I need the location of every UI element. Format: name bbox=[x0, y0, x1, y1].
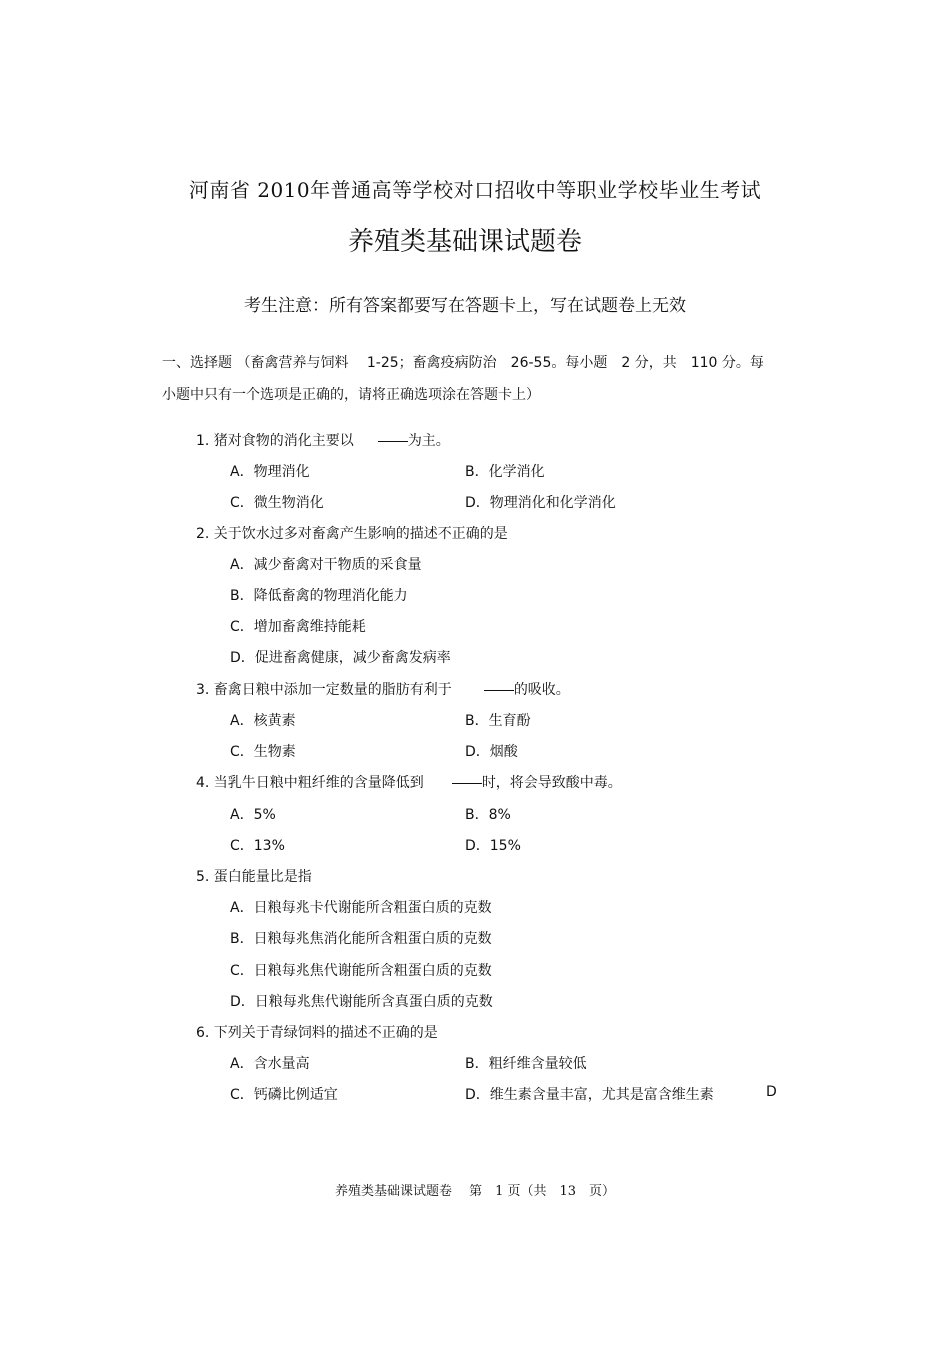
question-3-stem-text: 3. 畜禽日粮中添加一定数量的脂肪有利于 bbox=[196, 682, 452, 698]
question-4-option-c: C．13% bbox=[230, 838, 285, 854]
question-5-option-d: D．日粮每兆焦代谢能所含真蛋白质的克数 bbox=[230, 994, 493, 1010]
question-4-stem bbox=[196, 772, 622, 792]
question-6-stem: 6. 下列关于青绿饲料的描述不正确的是 bbox=[196, 1025, 438, 1041]
question-1-option-d: D．物理消化和化学消化 bbox=[465, 495, 616, 511]
question-3-option-a: A．核黄素 bbox=[230, 713, 296, 729]
question-2-stem: 2. 关于饮水过多对畜禽产生影响的描述不正确的是 bbox=[196, 526, 508, 542]
question-4-option-d: D．15% bbox=[465, 838, 521, 854]
question-4-option-a: A．5% bbox=[230, 807, 276, 823]
question-3-option-d: D．烟酸 bbox=[465, 744, 518, 760]
question-3-option-b: B．生育酚 bbox=[465, 713, 531, 729]
question-4-stem-text: 4. 当乳牛日粮中粗纤维的含量降低到 bbox=[196, 775, 424, 791]
question-1-stem-tail: 为主。 bbox=[407, 433, 450, 449]
question-1-stem-text: 1. 猪对食物的消化主要以 bbox=[196, 433, 354, 449]
question-4-option-b: B．8% bbox=[465, 807, 511, 823]
section-instructions-line2: 小题中只有一个选项是正确的，请将正确选项涂在答题卡上） bbox=[162, 387, 540, 403]
question-3-stem-tail: 的吸收。 bbox=[513, 682, 570, 698]
question-1-option-b: B．化学消化 bbox=[465, 464, 545, 480]
question-6-option-b: B．粗纤维含量较低 bbox=[465, 1056, 587, 1072]
exam-title-line1: 河南省 2010年普通高等学校对口招收中等职业学校毕业生考试 bbox=[188, 178, 762, 202]
question-1-stem bbox=[196, 430, 450, 450]
question-1-option-a: A．物理消化 bbox=[230, 464, 310, 480]
question-2-option-c: C．增加畜禽维持能耗 bbox=[230, 619, 366, 635]
answer-blank bbox=[378, 440, 408, 442]
section-instructions-line1: 一、选择题 （畜禽营养与饲料 1-25；畜禽疫病防治 26-55。每小题 2 分，共 110 分。每 bbox=[162, 355, 764, 371]
answer-blank bbox=[484, 689, 514, 691]
question-3-stem bbox=[196, 679, 570, 699]
question-6-option-c: C．钙磷比例适宜 bbox=[230, 1087, 338, 1103]
question-2-option-d: D．促进畜禽健康，减少畜禽发病率 bbox=[230, 650, 451, 666]
question-2-option-b: B．降低畜禽的物理消化能力 bbox=[230, 588, 408, 604]
exam-notice: 考生注意：所有答案都要写在答题卡上，写在试题卷上无效 bbox=[244, 296, 686, 316]
question-6-option-d: D．维生素含量丰富，尤其是富含维生素 bbox=[465, 1087, 714, 1103]
page-footer: 养殖类基础课试题卷 第 1 页（共 13 页） bbox=[334, 1184, 616, 1199]
question-6-trailing-text: D bbox=[766, 1084, 777, 1100]
question-2-option-a: A．减少畜禽对干物质的采食量 bbox=[230, 557, 422, 573]
question-6-option-a: A．含水量高 bbox=[230, 1056, 310, 1072]
question-5-option-c: C．日粮每兆焦代谢能所含粗蛋白质的克数 bbox=[230, 963, 492, 979]
question-5-option-b: B．日粮每兆焦消化能所含粗蛋白质的克数 bbox=[230, 931, 492, 947]
question-3-option-c: C．生物素 bbox=[230, 744, 296, 760]
question-1-option-c: C．微生物消化 bbox=[230, 495, 324, 511]
question-5-stem: 5. 蛋白能量比是指 bbox=[196, 869, 312, 885]
exam-title-line2: 养殖类基础课试题卷 bbox=[347, 227, 582, 257]
question-5-option-a: A．日粮每兆卡代谢能所含粗蛋白质的克数 bbox=[230, 900, 492, 916]
answer-blank bbox=[452, 782, 482, 784]
question-4-stem-tail: 时，将会导致酸中毒。 bbox=[481, 775, 622, 791]
